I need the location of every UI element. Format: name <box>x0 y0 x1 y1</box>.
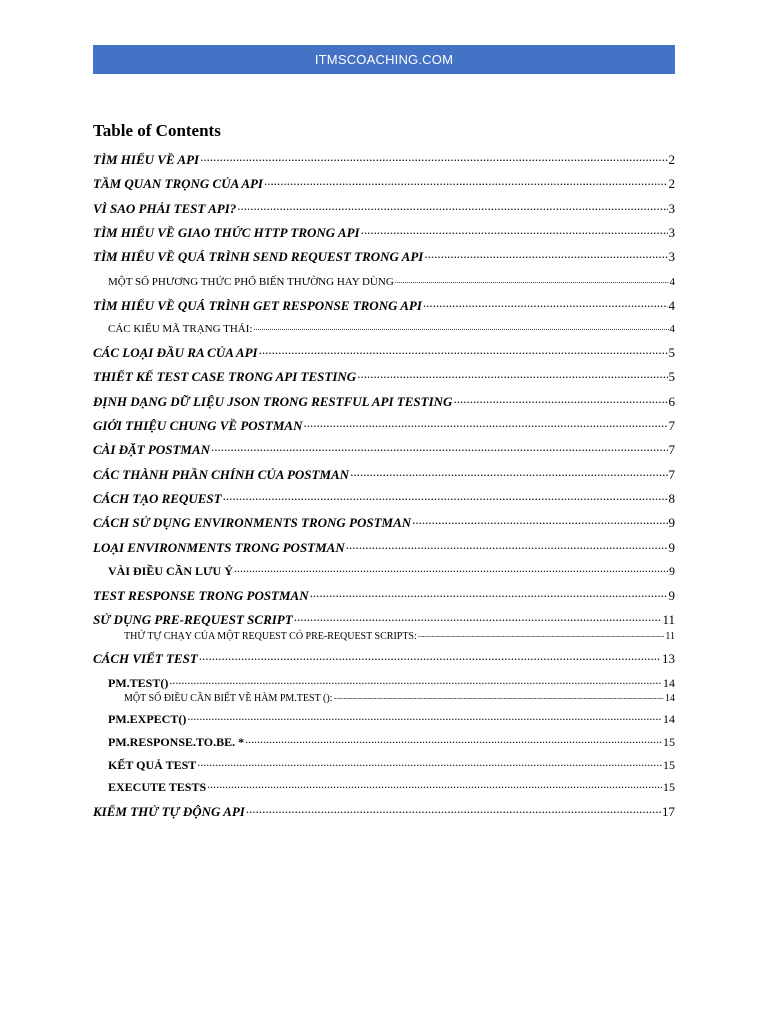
leader-dots <box>200 151 667 164</box>
toc-page-number: 11 <box>662 612 675 627</box>
leader-dots <box>361 224 668 237</box>
toc-page-number: 8 <box>668 491 675 506</box>
toc-entry[interactable] <box>124 691 675 704</box>
leader-dots <box>357 368 667 381</box>
toc-page-number: 15 <box>663 758 675 772</box>
toc-entry-text: MỘT SỐ PHƯƠNG THỨC PHỔ BIẾN THƯỜNG HAY DÙNG <box>108 276 394 288</box>
toc-entry-text: CÁCH SỬ DỤNG ENVIRONMENTS TRONG POSTMAN <box>93 515 412 530</box>
leader-dots <box>424 248 667 261</box>
toc-page-number: 7 <box>668 467 675 482</box>
toc-entry-text: CÁC LOẠI ĐẦU RA CỦA API <box>93 345 258 360</box>
toc-page-number: 11 <box>665 631 675 642</box>
toc-entry-text: KIỂM THỬ TỰ ĐỘNG API <box>93 804 245 819</box>
leader-dots <box>223 490 668 503</box>
toc-entry-text: CÁCH TẠO REQUEST <box>93 491 222 506</box>
toc-entry-text: PM.EXPECT() <box>108 712 187 726</box>
leader-dots <box>187 711 662 723</box>
toc-page-number: 14 <box>663 676 675 690</box>
toc-page-number: 17 <box>662 804 675 819</box>
toc-entry[interactable] <box>108 563 675 579</box>
leader-dots <box>234 563 668 575</box>
toc-entry[interactable] <box>93 297 675 314</box>
toc-page-number: 3 <box>668 225 675 240</box>
toc-page-number: 5 <box>668 369 675 384</box>
toc-entry[interactable] <box>93 611 675 628</box>
leader-dots <box>211 441 667 454</box>
toc-entry-text: THIẾT KẾ TEST CASE TRONG API TESTING <box>93 369 357 384</box>
toc-page-number: 3 <box>668 201 675 216</box>
toc-entry[interactable] <box>93 490 675 507</box>
toc-page-number: 6 <box>668 394 675 409</box>
leader-dots <box>245 734 662 746</box>
leader-dots <box>169 675 662 687</box>
toc-page-number: 2 <box>668 176 675 191</box>
leader-dots <box>346 539 668 552</box>
toc-page-number: 9 <box>668 540 675 555</box>
toc-entry[interactable] <box>108 734 675 750</box>
toc-entry-text: THỨ TỰ CHẠY CỦA MỘT REQUEST CÓ PRE-REQUEST SCRIPTS: <box>124 631 417 642</box>
leader-dots <box>246 803 661 816</box>
leader-dots <box>237 200 667 213</box>
leader-dots <box>303 417 667 430</box>
toc-entry[interactable] <box>108 321 675 335</box>
toc-entry[interactable] <box>108 757 675 773</box>
toc-entry[interactable] <box>93 393 675 410</box>
leader-dots <box>259 344 668 357</box>
toc-entry[interactable] <box>93 441 675 458</box>
leader-dots <box>333 691 664 701</box>
toc-page-number: 3 <box>668 249 675 264</box>
leader-dots <box>412 514 667 527</box>
toc-entry[interactable] <box>93 200 675 217</box>
toc-entry-text: EXECUTE TESTS <box>108 780 207 794</box>
toc-page-number: 15 <box>663 735 675 749</box>
toc-entry-text: PM.RESPONSE.TO.BE. * <box>108 735 245 749</box>
toc-page-number: 13 <box>662 651 675 666</box>
leader-dots <box>264 175 668 188</box>
toc-entry-text: ĐỊNH DẠNG DỮ LIỆU JSON TRONG RESTFUL API TESTING <box>93 394 453 409</box>
toc-entry-text: MỘT SỐ ĐIỀU CẦN BIẾT VỀ HÀM PM.TEST (): <box>124 693 333 704</box>
header-banner: ITMSCOACHING.COM <box>93 45 675 74</box>
toc-entry-text: TÌM HIỂU VỀ API <box>93 152 200 167</box>
leader-dots <box>207 779 662 791</box>
toc-entry[interactable] <box>108 711 675 727</box>
toc-entry[interactable] <box>93 803 675 820</box>
toc-entry[interactable] <box>124 629 675 642</box>
toc-entry-text: KẾT QUẢ TEST <box>108 758 197 772</box>
toc-page-number: 2 <box>668 152 675 167</box>
leader-dots <box>199 650 661 663</box>
leader-dots <box>453 393 667 406</box>
toc-entry-text: TEST RESPONSE TRONG POSTMAN <box>93 588 309 603</box>
toc-entry[interactable] <box>108 675 675 691</box>
toc-entry[interactable] <box>108 779 675 795</box>
toc-page-number: 15 <box>663 780 675 794</box>
toc-entry[interactable] <box>93 224 675 241</box>
toc-entry[interactable] <box>108 274 675 288</box>
toc-entry-text: SỬ DỤNG PRE-REQUEST SCRIPT <box>93 612 293 627</box>
leader-dots <box>395 274 669 285</box>
toc-page-number: 9 <box>668 588 675 603</box>
toc-page-number: 14 <box>663 712 675 726</box>
toc-entry[interactable] <box>93 344 675 361</box>
leader-dots <box>197 757 662 769</box>
toc-entry-text: CÁC THÀNH PHẦN CHÍNH CỦA POSTMAN <box>93 467 350 482</box>
toc-title: Table of Contents <box>93 121 221 140</box>
toc-page-number: 14 <box>665 693 675 704</box>
toc-entry[interactable] <box>93 175 675 192</box>
toc-page-number: 5 <box>668 345 675 360</box>
toc-entry-text: VÌ SAO PHẢI TEST API? <box>93 201 237 216</box>
leader-dots <box>350 466 667 479</box>
toc-page-number: 9 <box>668 515 675 530</box>
toc-entry[interactable] <box>93 650 675 667</box>
toc-entry-text: TÌM HIỂU VỀ GIAO THỨC HTTP TRONG API <box>93 225 360 240</box>
toc-entry[interactable] <box>93 514 675 531</box>
toc-entry-text: TẦM QUAN TRỌNG CỦA API <box>93 176 263 191</box>
leader-dots <box>253 321 668 332</box>
leader-dots <box>294 611 662 624</box>
toc-entry-text: TÌM HIỂU VỀ QUÁ TRÌNH SEND REQUEST TRONG API <box>93 249 424 264</box>
toc-entry-text: CÁC KIỂU MÃ TRẠNG THÁI: <box>108 323 253 335</box>
toc-entry[interactable] <box>93 368 675 385</box>
leader-dots <box>423 297 668 310</box>
toc-entry[interactable] <box>93 466 675 483</box>
toc-entry[interactable] <box>93 539 675 556</box>
toc-entry-text: LOẠI ENVIRONMENTS TRONG POSTMAN <box>93 540 345 555</box>
toc-entry[interactable] <box>93 587 675 604</box>
toc-entry-text: CÁCH VIẾT TEST <box>93 651 198 666</box>
toc-page-number: 4 <box>668 298 675 313</box>
toc-entry-text: TÌM HIỂU VỀ QUÁ TRÌNH GET RESPONSE TRONG API <box>93 298 422 313</box>
toc-entry-text: VÀI ĐIỀU CẦN LƯU Ý <box>108 564 233 578</box>
toc-page-number: 9 <box>669 564 675 578</box>
toc-entry[interactable] <box>93 151 675 168</box>
toc-entry[interactable] <box>93 417 675 434</box>
toc-page-number: 4 <box>669 276 675 288</box>
leader-dots <box>310 587 668 600</box>
toc-page-number: 7 <box>668 418 675 433</box>
leader-dots <box>418 629 665 639</box>
toc-page-number: 4 <box>669 323 675 335</box>
toc-entry-text: PM.TEST() <box>108 676 169 690</box>
toc-entry-text: CÀI ĐẶT POSTMAN <box>93 442 211 457</box>
toc-entry[interactable] <box>93 248 675 265</box>
toc-entry-text: GIỚI THIỆU CHUNG VỀ POSTMAN <box>93 418 303 433</box>
toc-page-number: 7 <box>668 442 675 457</box>
